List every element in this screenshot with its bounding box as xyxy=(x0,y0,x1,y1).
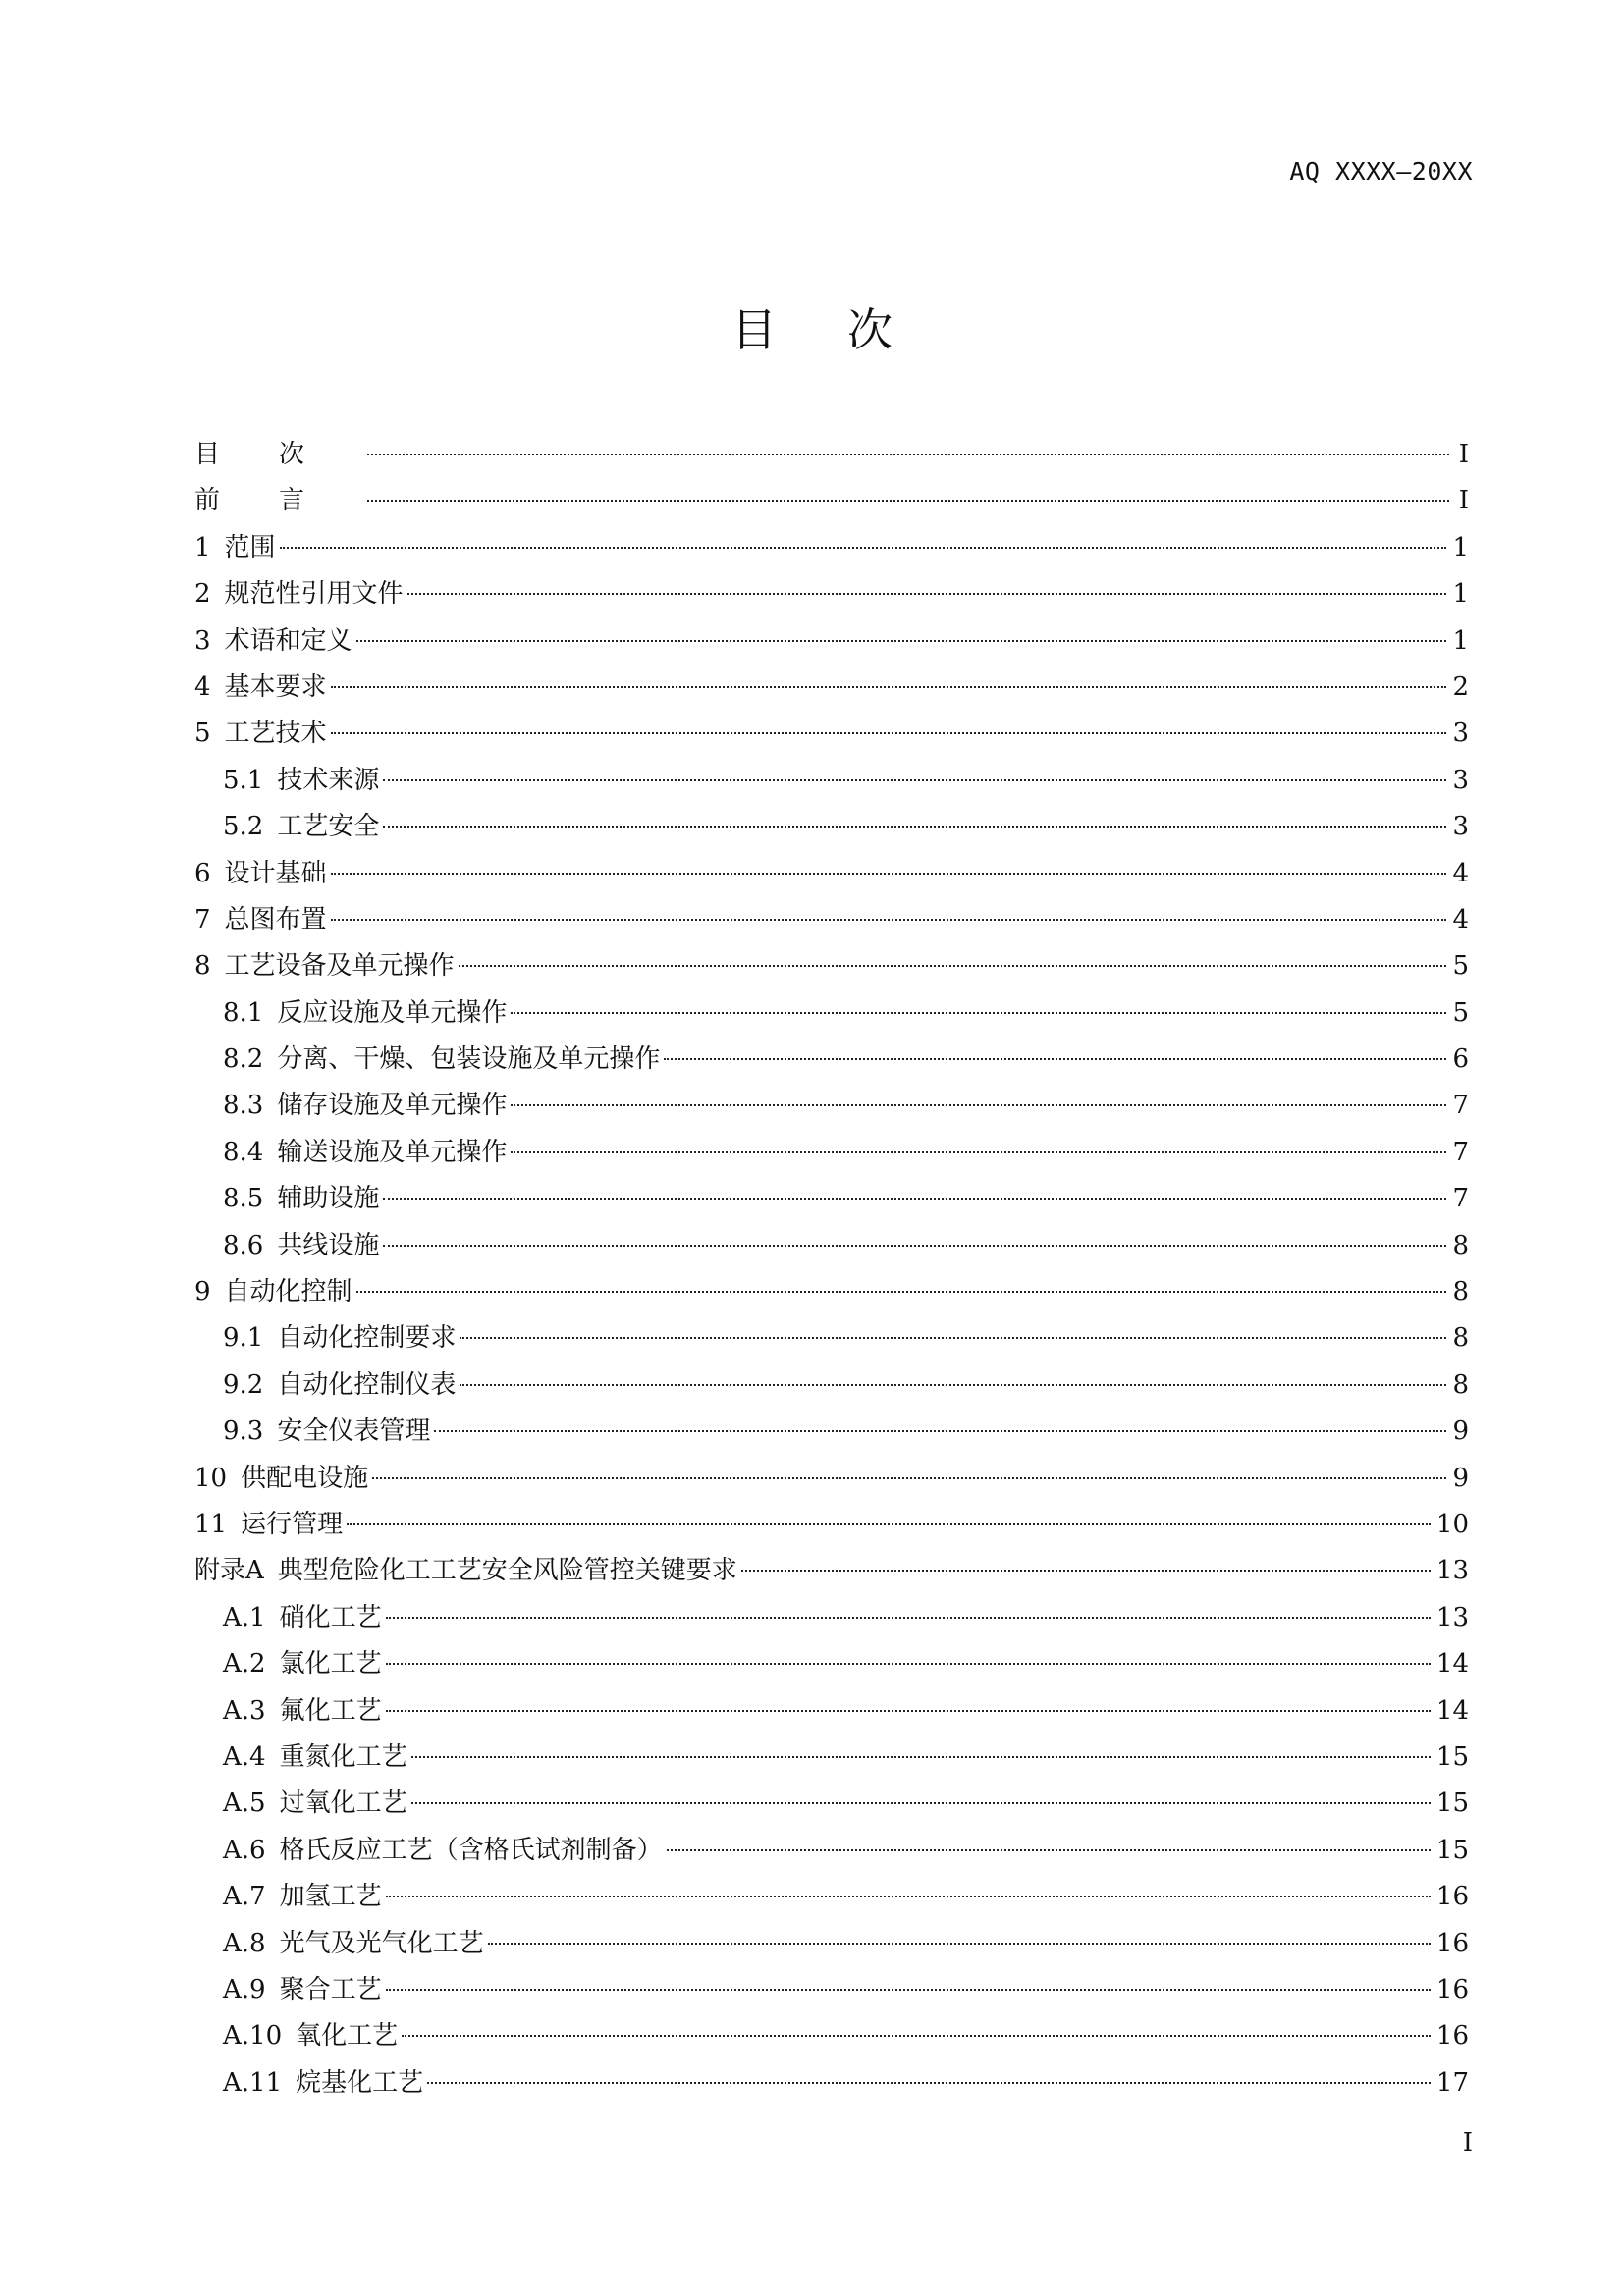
toc-entry-page: 13 xyxy=(1435,1602,1469,1632)
toc-entry[interactable] xyxy=(194,1781,1469,1827)
toc-entry[interactable] xyxy=(194,804,1469,850)
toc-entry[interactable] xyxy=(194,1269,1469,1315)
toc-entry-label: 输送设施及单元操作 xyxy=(277,1137,508,1167)
toc-entry-page: 7 xyxy=(1452,1137,1469,1167)
toc-entry-label: 聚合工艺 xyxy=(279,1974,382,2004)
toc-leader-dots xyxy=(407,593,1447,595)
toc-entry-number: 9.3 xyxy=(223,1416,264,1447)
toc-entry-page: 4 xyxy=(1452,904,1469,934)
toc-entry[interactable] xyxy=(194,571,1469,617)
toc-entry-label: 硝化工艺 xyxy=(279,1602,382,1632)
toc-entry[interactable] xyxy=(194,2060,1469,2107)
toc-leader-dots xyxy=(347,1523,1431,1525)
toc-entry-number: A.8 xyxy=(223,1928,266,1958)
toc-entry[interactable] xyxy=(194,478,1469,524)
toc-entry-number: A.10 xyxy=(223,2021,283,2052)
toc-entry-label: 前言 xyxy=(194,486,364,516)
toc-leader-dots xyxy=(459,965,1447,967)
toc-leader-dots xyxy=(331,686,1447,688)
toc-entry[interactable] xyxy=(194,432,1469,478)
toc-entry-page: I xyxy=(1458,440,1469,469)
toc-leader-dots xyxy=(411,1802,1431,1804)
toc-entry-label: 自动化控制 xyxy=(224,1277,352,1308)
toc-leader-dots xyxy=(488,1943,1431,1945)
toc-leader-dots xyxy=(511,1151,1446,1153)
toc-entry-page: 17 xyxy=(1435,2067,1469,2098)
toc-entry-number: 9.1 xyxy=(223,1323,264,1354)
table-of-contents xyxy=(194,432,1469,2107)
toc-entry-page: 15 xyxy=(1435,1741,1469,1772)
toc-entry-number: 附录A xyxy=(194,1556,264,1586)
toc-entry[interactable] xyxy=(194,1083,1469,1129)
toc-entry-number: 9 xyxy=(194,1277,211,1308)
toc-entry-number: A.7 xyxy=(223,1882,266,1912)
toc-entry-page: 15 xyxy=(1435,1789,1469,1819)
toc-entry-label: 基本要求 xyxy=(224,671,327,702)
toc-entry-label: 工艺设备及单元操作 xyxy=(224,951,455,982)
toc-entry-number: 2 xyxy=(194,579,211,610)
toc-entry-number: 8.2 xyxy=(223,1044,264,1075)
toc-entry[interactable] xyxy=(194,1548,1469,1594)
toc-leader-dots xyxy=(664,1058,1446,1060)
toc-entry-number: 5.2 xyxy=(223,812,264,842)
toc-leader-dots xyxy=(367,500,1449,502)
toc-entry[interactable] xyxy=(194,618,1469,665)
toc-entry-number: 5.1 xyxy=(223,765,264,795)
toc-entry-page: 14 xyxy=(1435,1649,1469,1680)
toc-entry-page: 8 xyxy=(1452,1323,1469,1354)
toc-entry-number: 6 xyxy=(194,858,211,888)
toc-leader-dots xyxy=(386,1710,1431,1712)
toc-entry-number: 3 xyxy=(194,625,211,656)
toc-entry-label: 共线设施 xyxy=(277,1230,380,1260)
toc-entry[interactable] xyxy=(194,2013,1469,2059)
toc-entry-label: 氧化工艺 xyxy=(296,2021,399,2052)
toc-leader-dots xyxy=(427,2082,1431,2084)
toc-entry-page: 14 xyxy=(1435,1695,1469,1726)
toc-entry-page: 1 xyxy=(1452,532,1469,562)
toc-entry[interactable] xyxy=(194,897,1469,943)
toc-entry-page: 8 xyxy=(1452,1230,1469,1260)
toc-entry[interactable] xyxy=(194,943,1469,989)
toc-leader-dots xyxy=(402,2035,1431,2037)
toc-entry-label: 烷基化工艺 xyxy=(296,2067,424,2098)
toc-entry-number: 7 xyxy=(194,904,211,934)
toc-entry-page: 6 xyxy=(1452,1044,1469,1075)
toc-leader-dots xyxy=(331,732,1447,734)
toc-entry-label: 规范性引用文件 xyxy=(224,579,404,610)
toc-entry-page: 9 xyxy=(1452,1463,1469,1493)
toc-entry[interactable] xyxy=(194,1456,1469,1502)
toc-entry-number: A.4 xyxy=(223,1741,266,1772)
toc-entry-label: 术语和定义 xyxy=(224,625,352,656)
toc-entry-label: 氟化工艺 xyxy=(279,1695,382,1726)
toc-entry-number: A.1 xyxy=(223,1602,266,1632)
document-code: AQ XXXX—20XX xyxy=(1289,157,1473,186)
toc-entry-page: 7 xyxy=(1452,1184,1469,1214)
toc-leader-dots xyxy=(741,1570,1431,1572)
toc-leader-dots xyxy=(331,873,1447,875)
toc-entry[interactable] xyxy=(194,1874,1469,1920)
toc-leader-dots xyxy=(460,1337,1446,1339)
toc-entry[interactable] xyxy=(194,990,1469,1037)
toc-entry-label: 技术来源 xyxy=(277,765,380,795)
toc-entry-page: 3 xyxy=(1452,719,1469,749)
toc-entry[interactable] xyxy=(194,665,1469,711)
toc-entry-number: A.11 xyxy=(223,2067,283,2098)
toc-entry-number: 9.2 xyxy=(223,1369,264,1400)
toc-entry-label: 格氏反应工艺（含格氏试剂制备） xyxy=(279,1835,663,1865)
toc-entry[interactable] xyxy=(194,1176,1469,1222)
toc-entry-page: 16 xyxy=(1435,2021,1469,2052)
toc-entry-number: A.3 xyxy=(223,1695,266,1726)
toc-entry-page: 3 xyxy=(1452,765,1469,795)
toc-entry-page: 16 xyxy=(1435,1882,1469,1912)
toc-leader-dots xyxy=(411,1756,1431,1758)
toc-entry-number: A.9 xyxy=(223,1974,266,2004)
toc-entry[interactable] xyxy=(194,1223,1469,1269)
toc-entry[interactable] xyxy=(194,1502,1469,1548)
toc-entry[interactable] xyxy=(194,1967,1469,2013)
toc-entry-number: A.2 xyxy=(223,1649,266,1680)
toc-entry[interactable] xyxy=(194,1595,1469,1641)
toc-entry-page: 7 xyxy=(1452,1091,1469,1121)
toc-entry[interactable] xyxy=(194,1362,1469,1409)
toc-entry[interactable] xyxy=(194,851,1469,897)
toc-entry-number: 5 xyxy=(194,719,211,749)
toc-entry-number: 8.5 xyxy=(223,1184,264,1214)
toc-entry-label: 储存设施及单元操作 xyxy=(277,1091,508,1121)
toc-entry-label: 工艺安全 xyxy=(277,812,380,842)
toc-entry-label: 过氧化工艺 xyxy=(279,1789,407,1819)
toc-leader-dots xyxy=(511,1012,1446,1014)
toc-leader-dots xyxy=(356,1291,1447,1293)
toc-entry[interactable] xyxy=(194,1688,1469,1735)
toc-leader-dots xyxy=(372,1477,1446,1479)
page-title: 目次 xyxy=(731,303,963,356)
toc-entry-label: 运行管理 xyxy=(241,1509,344,1539)
toc-entry[interactable] xyxy=(194,1641,1469,1687)
toc-entry-number: 8.3 xyxy=(223,1091,264,1121)
toc-entry-label: 自动化控制仪表 xyxy=(277,1369,457,1400)
toc-entry-label: 重氮化工艺 xyxy=(279,1741,407,1772)
toc-entry-number: A.6 xyxy=(223,1835,266,1865)
toc-entry-number: A.5 xyxy=(223,1789,266,1819)
toc-entry-number: 11 xyxy=(194,1509,228,1539)
toc-entry[interactable] xyxy=(194,1409,1469,1455)
toc-entry[interactable] xyxy=(194,758,1469,804)
toc-entry-page: 10 xyxy=(1435,1509,1469,1539)
toc-entry-page: 16 xyxy=(1435,1928,1469,1958)
toc-entry-page: 5 xyxy=(1452,997,1469,1028)
toc-leader-dots xyxy=(331,919,1447,921)
toc-entry-label: 供配电设施 xyxy=(241,1463,369,1493)
toc-entry-page: 8 xyxy=(1452,1277,1469,1308)
page-number: I xyxy=(1462,2128,1473,2158)
toc-leader-dots xyxy=(383,1198,1446,1200)
toc-leader-dots xyxy=(434,1430,1446,1432)
toc-entry[interactable] xyxy=(194,1130,1469,1176)
toc-leader-dots xyxy=(356,640,1447,642)
toc-entry-label: 范围 xyxy=(224,532,276,562)
toc-entry-number: 8.4 xyxy=(223,1137,264,1167)
toc-entry[interactable] xyxy=(194,1735,1469,1781)
toc-entry-page: 16 xyxy=(1435,1974,1469,2004)
toc-leader-dots xyxy=(511,1104,1446,1106)
toc-entry-label: 工艺技术 xyxy=(224,719,327,749)
toc-entry-page: 2 xyxy=(1452,671,1469,702)
toc-leader-dots xyxy=(383,1245,1446,1247)
toc-entry-page: 13 xyxy=(1435,1556,1469,1586)
toc-entry-number: 8.6 xyxy=(223,1230,264,1260)
toc-entry-page: 4 xyxy=(1452,858,1469,888)
toc-entry-number: 8 xyxy=(194,951,211,982)
toc-entry-label: 典型危险化工工艺安全风险管控关键要求 xyxy=(277,1556,737,1586)
toc-entry-page: 15 xyxy=(1435,1835,1469,1865)
toc-leader-dots xyxy=(280,547,1447,549)
toc-entry-page: 8 xyxy=(1452,1369,1469,1400)
toc-entry[interactable] xyxy=(194,1315,1469,1362)
toc-entry-page: 1 xyxy=(1452,579,1469,610)
toc-entry-label: 设计基础 xyxy=(224,858,327,888)
toc-entry-page: 1 xyxy=(1452,625,1469,656)
toc-entry-number: 1 xyxy=(194,532,211,562)
toc-leader-dots xyxy=(383,779,1446,781)
toc-entry-page: 9 xyxy=(1452,1416,1469,1447)
toc-entry-number: 8.1 xyxy=(223,997,264,1028)
toc-entry-label: 目次 xyxy=(194,440,364,469)
toc-entry[interactable] xyxy=(194,1037,1469,1083)
toc-entry-label: 分离、干燥、包装设施及单元操作 xyxy=(277,1044,661,1075)
toc-entry-label: 加氢工艺 xyxy=(279,1882,382,1912)
toc-leader-dots xyxy=(667,1849,1431,1851)
toc-leader-dots xyxy=(386,1663,1431,1665)
toc-entry-label: 氯化工艺 xyxy=(279,1649,382,1680)
toc-leader-dots xyxy=(383,826,1446,828)
toc-entry[interactable] xyxy=(194,1921,1469,1967)
toc-leader-dots xyxy=(386,1896,1431,1897)
toc-entry-number: 4 xyxy=(194,671,211,702)
toc-leader-dots xyxy=(460,1384,1446,1386)
toc-entry-number: 10 xyxy=(194,1463,228,1493)
toc-entry-label: 自动化控制要求 xyxy=(277,1323,457,1354)
toc-entry-page: 5 xyxy=(1452,951,1469,982)
toc-entry-label: 安全仪表管理 xyxy=(277,1416,431,1447)
toc-leader-dots xyxy=(386,1989,1431,1991)
toc-entry-label: 辅助设施 xyxy=(277,1184,380,1214)
toc-entry-label: 反应设施及单元操作 xyxy=(277,997,508,1028)
toc-entry-page: I xyxy=(1458,486,1469,516)
toc-leader-dots xyxy=(386,1617,1431,1619)
toc-entry-page: 3 xyxy=(1452,812,1469,842)
toc-entry-label: 光气及光气化工艺 xyxy=(279,1928,484,1958)
toc-leader-dots xyxy=(367,454,1449,455)
toc-entry[interactable] xyxy=(194,711,1469,757)
toc-entry-label: 总图布置 xyxy=(224,904,327,934)
toc-entry[interactable] xyxy=(194,1828,1469,1874)
toc-entry[interactable] xyxy=(194,525,1469,571)
